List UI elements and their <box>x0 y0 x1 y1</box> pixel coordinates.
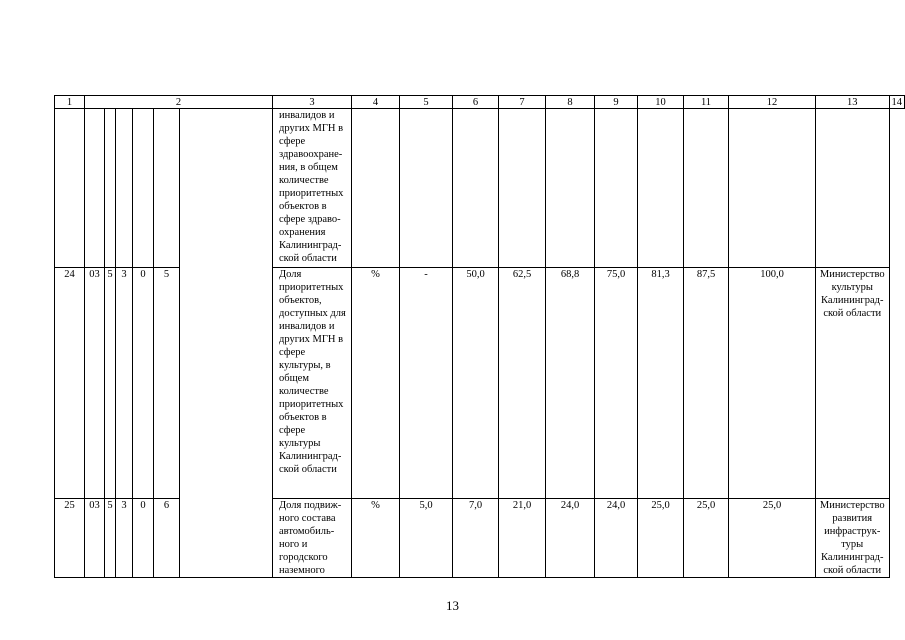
header-cell: 12 <box>729 96 816 109</box>
indicator-name: Доля приоритетных объектов, доступных для инвалидов и других МГН в сфере культуры, в общем количестве приоритетных объектов в сфере культуры Калининград-ской области <box>273 268 352 499</box>
code-cell: 5 <box>154 268 180 499</box>
unit-cell: % <box>352 499 400 578</box>
value-cell <box>499 109 546 268</box>
value-cell: 25,0 <box>684 499 729 578</box>
value-cell: 68,8 <box>546 268 595 499</box>
column-3-cell <box>180 109 273 578</box>
value-cell: 81,3 <box>638 268 684 499</box>
code-cell: 0 <box>133 499 154 578</box>
value-cell: 24,0 <box>595 499 638 578</box>
page-number: 13 <box>446 598 459 613</box>
indicator-name: Доля подвиж-ного состава автомобиль-ного и городского наземного <box>273 499 352 578</box>
header-cell: 1 <box>55 96 85 109</box>
header-cell: 2 <box>85 96 273 109</box>
header-cell: 4 <box>352 96 400 109</box>
header-cell: 7 <box>499 96 546 109</box>
value-cell: 25,0 <box>638 499 684 578</box>
header-cell: 6 <box>453 96 499 109</box>
value-cell: 50,0 <box>453 268 499 499</box>
value-cell: 100,0 <box>729 268 816 499</box>
header-row <box>55 96 905 109</box>
value-cell <box>638 109 684 268</box>
header-cell: 5 <box>400 96 453 109</box>
unit-cell <box>352 109 400 268</box>
value-cell <box>400 109 453 268</box>
value-cell <box>546 109 595 268</box>
value-cell: 21,0 <box>499 499 546 578</box>
header-cell: 10 <box>638 96 684 109</box>
value-cell <box>453 109 499 268</box>
code-cell: 3 <box>116 268 133 499</box>
row-number: 25 <box>55 499 85 578</box>
value-cell: 87,5 <box>684 268 729 499</box>
value-cell <box>595 109 638 268</box>
code-cell: 03 <box>85 499 105 578</box>
responsible-cell: Министерство культуры Калининград-ской области <box>816 268 890 499</box>
unit-cell: % <box>352 268 400 499</box>
value-cell: 25,0 <box>729 499 816 578</box>
value-cell: 62,5 <box>499 268 546 499</box>
code-cell: 6 <box>154 499 180 578</box>
responsible-cell <box>816 109 890 268</box>
table-row <box>55 109 905 268</box>
header-cell: 8 <box>546 96 595 109</box>
indicator-name: инвалидов и других МГН в сфере здравоохране-ния, в общем количестве приоритетных объектов в сфере здраво-охранения Калининград-ской области <box>273 109 352 268</box>
code-cell <box>133 109 154 268</box>
value-cell <box>729 109 816 268</box>
value-cell: 5,0 <box>400 499 453 578</box>
row-number: 24 <box>55 268 85 499</box>
code-cell: 0 <box>133 268 154 499</box>
code-cell: 5 <box>105 268 116 499</box>
header-cell: 3 <box>273 96 352 109</box>
value-cell: 7,0 <box>453 499 499 578</box>
header-cell: 13 <box>816 96 890 109</box>
code-cell: 3 <box>116 499 133 578</box>
value-cell: 75,0 <box>595 268 638 499</box>
code-cell <box>85 109 105 268</box>
code-cell: 5 <box>105 499 116 578</box>
row-number <box>55 109 85 268</box>
value-cell: 24,0 <box>546 499 595 578</box>
header-cell: 14 <box>889 96 905 109</box>
code-cell <box>116 109 133 268</box>
value-cell <box>684 109 729 268</box>
code-cell: 03 <box>85 268 105 499</box>
value-cell: - <box>400 268 453 499</box>
header-cell: 9 <box>595 96 638 109</box>
indicator-table <box>54 95 905 578</box>
code-cell <box>105 109 116 268</box>
code-cell <box>154 109 180 268</box>
header-cell: 11 <box>684 96 729 109</box>
responsible-cell: Министерство развития инфраструк-туры Калининград-ской области <box>816 499 890 578</box>
